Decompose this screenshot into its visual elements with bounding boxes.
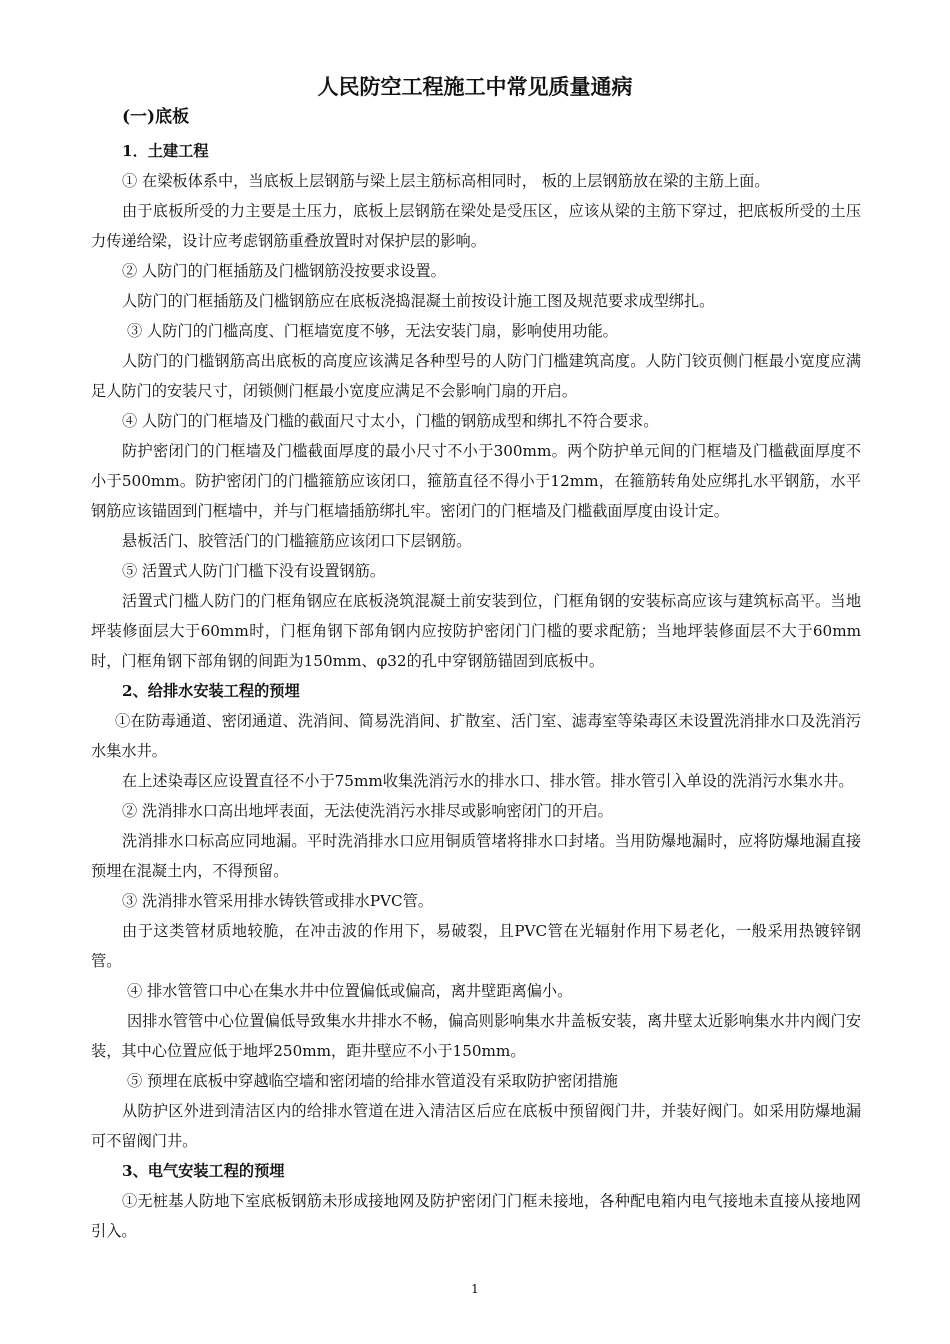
paragraph: 人防门的门槛钢筋高出底板的高度应该满足各种型号的人防门门槛建筑高度。人防门铰页侧门框最小宽度应满足人防门的安装尺寸，闭锁侧门框最小宽度应满足不会影响门扇的开启。 — [91, 352, 861, 400]
paragraph: ①在防毒通道、密闭通道、洗消间、简易洗消间、扩散室、活门室、滤毒室等染毒区未设置洗消排水口及洗消污水集水井。 — [91, 712, 861, 760]
paragraph: ①无桩基人防地下室底板钢筋未形成接地网及防护密闭门门框未接地，各种配电箱内电气接地未直接从接地网引入。 — [91, 1192, 861, 1240]
paragraph: ② 洗消排水口高出地坪表面，无法使洗消污水排尽或影响密闭门的开启。 — [122, 802, 613, 820]
paragraph: ③ 洗消排水管采用排水铸铁管或排水PVC管。 — [122, 892, 434, 910]
paragraph: ④ 排水管管口中心在集水井中位置偏低或偏高，离井壁距离偏小。 — [127, 982, 573, 1000]
paragraph: 洗消排水口标高应同地漏。平时洗消排水口应用铜质管堵将排水口封堵。当用防爆地漏时，应将防爆地漏直接预埋在混凝土内，不得预留。 — [91, 832, 861, 880]
subsection-heading: 3、电气安装工程的预埋 — [122, 1162, 285, 1180]
paragraph: 防护密闭门的门框墙及门槛截面厚度的最小尺寸不小于300mm。两个防护单元间的门框墙及门槛截面厚度不小于500mm。防护密闭门的门槛箍筋应该闭口，箍筋直径不得小于12mm，在箍筋转角处应绑扎水平钢筋，水平钢筋应该锚固到门框墙中，并与门框墙插筋绑扎牢。密闭门的门框墙及门槛截面厚度由设计定。 — [91, 442, 861, 520]
text-block — [91, 136, 861, 1246]
subsection-heading: 1．土建工程 — [122, 142, 209, 160]
paragraph: 从防护区外进到清洁区内的给排水管道在进入清洁区后应在底板中预留阀门井，并装好阀门。如采用防爆地漏可不留阀门井。 — [91, 1102, 861, 1150]
paragraph: ⑤ 活置式人防门门槛下没有设置钢筋。 — [122, 562, 386, 580]
paragraph: 由于这类管材质地较脆，在冲击波的作用下，易破裂，且PVC管在光辐射作用下易老化，一般采用热镀锌钢管。 — [91, 922, 861, 970]
paragraph: ⑤ 预埋在底板中穿越临空墙和密闭墙的给排水管道没有采取防护密闭措施 — [127, 1072, 618, 1090]
paragraph: 因排水管管中心位置偏低导致集水井排水不畅，偏高则影响集水井盖板安装，离井壁太近影响集水井内阀门安装，其中心位置应低于地坪250mm，距井壁应不小于150mm。 — [91, 1012, 861, 1060]
subsection-heading: 2、给排水安装工程的预埋 — [122, 682, 300, 700]
paragraph: 人防门的门框插筋及门槛钢筋应在底板浇捣混凝土前按设计施工图及规范要求成型绑扎。 — [122, 292, 715, 310]
paragraph: ① 在梁板体系中，当底板上层钢筋与梁上层主筋标高相同时， 板的上层钢筋放在梁的主筋上面。 — [122, 172, 770, 190]
document-title: 人民防空工程施工中常见质量通病 — [317, 74, 633, 99]
page-number: 1 — [471, 1282, 479, 1296]
paragraph: ③ 人防门的门槛高度、门框墙宽度不够，无法安装门扇，影响使用功能。 — [127, 322, 618, 340]
paragraph: 活置式门槛人防门的门框角钢应在底板浇筑混凝土前安装到位，门框角钢的安装标高应该与建筑标高平。当地坪装修面层大于60mm时，门框角钢下部角钢内应按防护密闭门门槛的要求配筋；当地坪装修面层不大于60mm时，门框角钢下部角钢的间距为150mm、φ32的孔中穿钢筋锚固到底板中。 — [91, 592, 861, 670]
paragraph: 由于底板所受的力主要是土压力，底板上层钢筋在梁处是受压区，应该从梁的主筋下穿过，把底板所受的土压力传递给梁，设计应考虑钢筋重叠放置时对保护层的影响。 — [91, 202, 861, 250]
paragraph: 在上述染毒区应设置直径不小于75mm收集洗消污水的排水口、排水管。排水管引入单设的洗消污水集水井。 — [122, 772, 854, 790]
paragraph: ② 人防门的门框插筋及门槛钢筋没按要求设置。 — [122, 262, 446, 280]
paragraph: 悬板活门、胶管活门的门槛箍筋应该闭口下层钢筋。 — [122, 532, 472, 550]
paragraph: ④ 人防门的门框墙及门槛的截面尺寸太小，门槛的钢筋成型和绑扎不符合要求。 — [122, 412, 659, 430]
section-heading: (一)底板 — [122, 107, 190, 127]
